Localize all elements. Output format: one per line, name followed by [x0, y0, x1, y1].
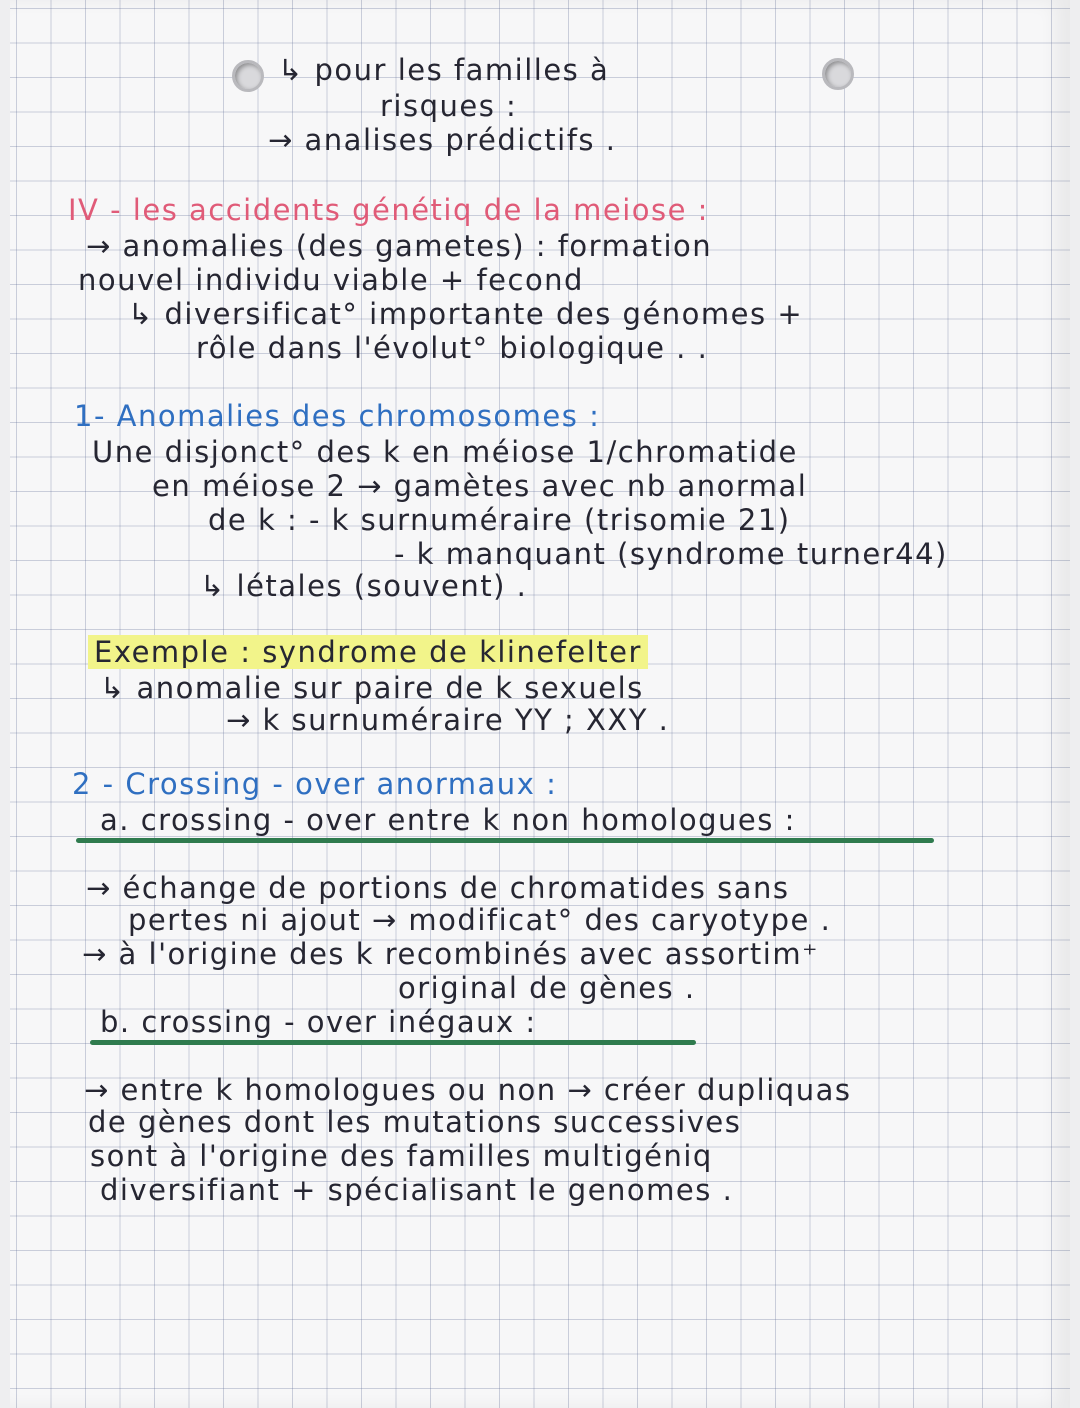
subsection-b-line-3: sont à l'origine des familles multigéniq [90, 1139, 713, 1173]
part-1-line-5: ↳ létales (souvent) . [200, 569, 528, 603]
punch-hole-left [232, 60, 264, 92]
punch-hole-right [822, 58, 854, 90]
subsection-b-underline [90, 1040, 696, 1045]
example-line-2: → k surnuméraire YY ; XXY . [226, 703, 670, 737]
section-4-line-2: nouvel individu viable + fecond [78, 263, 584, 297]
section-4-line-1: → anomalies (des gametes) : formation [86, 229, 713, 263]
subsection-b-heading: b. crossing - over inégaux : [100, 1005, 537, 1039]
grid-paper-sheet [10, 0, 1070, 1408]
subsection-b-line-4: diversifiant + spécialisant le genomes . [100, 1173, 734, 1207]
intro-line-1: ↳ pour les familles à [278, 53, 610, 87]
section-4-line-4: rôle dans l'évolut° biologique . . [196, 331, 709, 365]
subsection-a-line-2: pertes ni ajout → modificat° des caryotype . [128, 903, 832, 937]
section-4-heading: IV - les accidents génétiq de la meiose : [68, 193, 709, 227]
subsection-a-line-3: → à l'origine des k recombinés avec assortim⁺ [82, 937, 819, 971]
intro-line-3: → analises prédictifs . [268, 123, 617, 157]
example-line-1: ↳ anomalie sur paire de k sexuels [100, 671, 644, 705]
subsection-a-underline [76, 838, 934, 843]
subsection-a-line-4: original de gènes . [398, 971, 696, 1005]
part-1-line-3: de k : - k surnuméraire (trisomie 21) [208, 503, 791, 537]
part-1-line-1: Une disjonct° des k en méiose 1/chromatide [92, 435, 798, 469]
subsection-b-line-1: → entre k homologues ou non → créer dupliquas [84, 1073, 852, 1107]
part-1-line-4: - k manquant (syndrome turner44) [394, 537, 948, 571]
part-1-heading: 1- Anomalies des chromosomes : [74, 399, 601, 433]
part-2-heading: 2 - Crossing - over anormaux : [72, 767, 558, 801]
section-4-line-3: ↳ diversificat° importante des génomes + [128, 297, 804, 331]
intro-line-2: risques : [380, 89, 518, 123]
part-1-line-2: en méiose 2 → gamètes avec nb anormal [152, 469, 808, 503]
example-label: Exemple : syndrome de klinefelter [88, 634, 648, 670]
subsection-b-line-2: de gènes dont les mutations successives [88, 1105, 742, 1139]
subsection-a-line-1: → échange de portions de chromatides sans [86, 871, 790, 905]
subsection-a-heading: a. crossing - over entre k non homologues : [100, 803, 796, 837]
